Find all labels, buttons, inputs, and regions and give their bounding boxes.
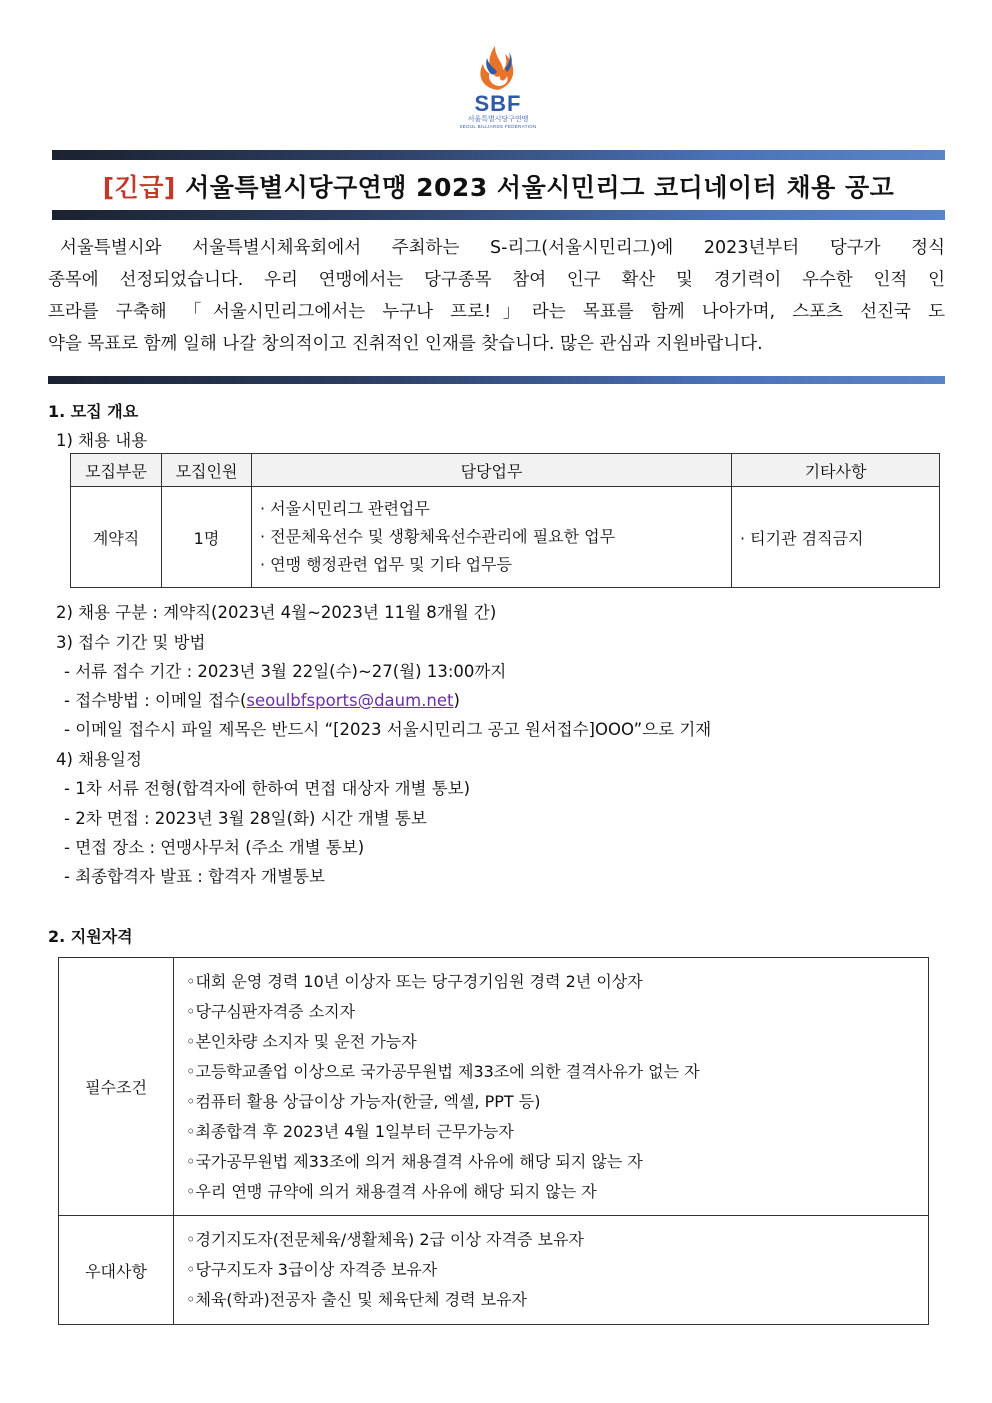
list-item: ◦당구지도자 3급이상 자격증 보유자 (186, 1260, 438, 1279)
page-title (52, 168, 945, 204)
logo-korean-name: 서울특별시당구연맹 (467, 115, 529, 123)
urgent-tag: [긴급] (102, 173, 176, 202)
column-header: 모집부문 (71, 454, 162, 487)
apply-method-prefix: - 접수방법 : 이메일 접수( (64, 691, 247, 710)
schedule-item: - 최종합격자 발표 : 합격자 개별통보 (64, 867, 325, 886)
title-bottom-divider (52, 210, 945, 220)
title-top-divider (52, 150, 945, 160)
logo-abbreviation: SBF (474, 91, 522, 116)
hiring-table (70, 453, 940, 588)
column-header: 모집인원 (162, 454, 252, 487)
qualification-table (58, 957, 929, 1325)
section2-heading: 2. 지원자격 (48, 927, 133, 946)
table-row (59, 1216, 929, 1325)
list-item: ◦고등학교졸업 이상으로 국가공무원법 제33조에 의한 결격사유가 없는 자 (186, 1061, 700, 1081)
title-text: 서울특별시당구연맹 2023 서울시민리그 코디네이터 채용 공고 (185, 173, 895, 202)
intro-line: 서울특별시와 서울특별시체육회에서 주최하는 S-리그(서울시민리그)에 2023년부터 당구가 정식 (60, 238, 945, 258)
list-item: ◦국가공무원법 제33조에 의거 채용결격 사유에 해당 되지 않는 자 (186, 1151, 643, 1171)
subsection-hiring-type: 2) 채용 구분 : 계약직(2023년 4월~2023년 11월 8개월 간) (56, 603, 497, 622)
list-item: ◦최종합격 후 2023년 4월 1일부터 근무가능자 (186, 1121, 514, 1141)
apply-period: - 서류 접수 기간 : 2023년 3월 22일(수)~27(월) 13:00까지 (64, 662, 507, 681)
required-list (174, 958, 929, 1216)
intro-line: 프라를 구축해 「서울시민리그에서는 누구나 프로!」라는 목표를 함께 나아가며, 스포츠 선진국 도 (48, 302, 945, 322)
column-header: 담당업무 (252, 454, 732, 487)
duties-cell (252, 487, 732, 588)
schedule-item: - 1차 서류 전형(합격자에 한하여 면접 대상자 개별 통보) (64, 779, 471, 798)
email-link[interactable]: seoulbfsports@daum.net (246, 691, 454, 710)
list-item: ◦당구심판자격증 소지자 (186, 1001, 356, 1021)
column-header: 기타사항 (732, 454, 940, 487)
apply-note: - 이메일 접수시 파일 제목은 반드시 “[2023 서울시민리그 공고 원서접수]OOO”으로 기재 (64, 720, 712, 739)
list-item: ◦대회 운영 경력 10년 이상자 또는 당구경기임원 경력 2년 이상자 (186, 971, 643, 991)
list-item: ◦경기지도자(전문체육/생활체육) 2급 이상 자격증 보유자 (186, 1230, 584, 1249)
subsection-apply: 3) 접수 기간 및 방법 (56, 633, 206, 652)
federation-logo (458, 44, 538, 136)
section-divider (48, 376, 945, 384)
list-item: ◦우리 연맹 규약에 의거 채용결격 사유에 해당 되지 않는 자 (186, 1181, 597, 1201)
list-item: ◦체육(학과)전공자 출신 및 체육단체 경력 보유자 (186, 1290, 528, 1309)
preferred-label: 우대사항 (59, 1216, 174, 1325)
schedule-item: - 2차 면접 : 2023년 3월 28일(화) 시간 개별 통보 (64, 809, 427, 828)
table-row (71, 487, 940, 588)
logo-english-name: SEOUL BILLIARDS FEDERATION (459, 124, 537, 129)
list-item: ◦컴퓨터 활용 상급이상 가능자(한글, 엑셀, PPT 등) (186, 1091, 541, 1111)
duty-item: · 전문체육선수 및 생황체육선수관리에 필요한 업무 (260, 527, 616, 546)
list-item: ◦본인차량 소지자 및 운전 가능자 (186, 1031, 417, 1051)
misc-cell: · 티기관 겸직금지 (732, 487, 940, 588)
apply-method (64, 687, 460, 711)
preferred-list (174, 1216, 929, 1325)
dept-cell: 계약직 (71, 487, 162, 588)
table-row (59, 958, 929, 1216)
subsection-schedule: 4) 채용일정 (56, 750, 142, 769)
section1-heading: 1. 모집 개요 (48, 402, 139, 421)
duty-item: · 연맹 행정관련 업무 및 기타 업무등 (260, 555, 512, 574)
required-label: 필수조건 (59, 958, 174, 1216)
table-header-row (71, 454, 940, 487)
apply-method-suffix: ) (453, 691, 460, 710)
subsection-hiring-content: 1) 채용 내용 (56, 431, 148, 450)
schedule-item: - 면접 장소 : 연맹사무처 (주소 개별 통보) (64, 838, 365, 857)
duty-item: · 서울시민리그 관련업무 (260, 499, 430, 518)
intro-line: 종목에 선정되었습니다. 우리 연맹에서는 당구종목 참여 인구 확산 및 경기력이 우수한 인적 인 (48, 270, 945, 290)
count-cell: 1명 (162, 487, 252, 588)
intro-paragraph (48, 232, 945, 360)
flame-emblem-icon (473, 44, 523, 92)
intro-line: 약을 목표로 함께 일해 나갈 창의적이고 진취적인 인재를 찾습니다. 많은 관심과 지원바랍니다. (48, 334, 763, 354)
